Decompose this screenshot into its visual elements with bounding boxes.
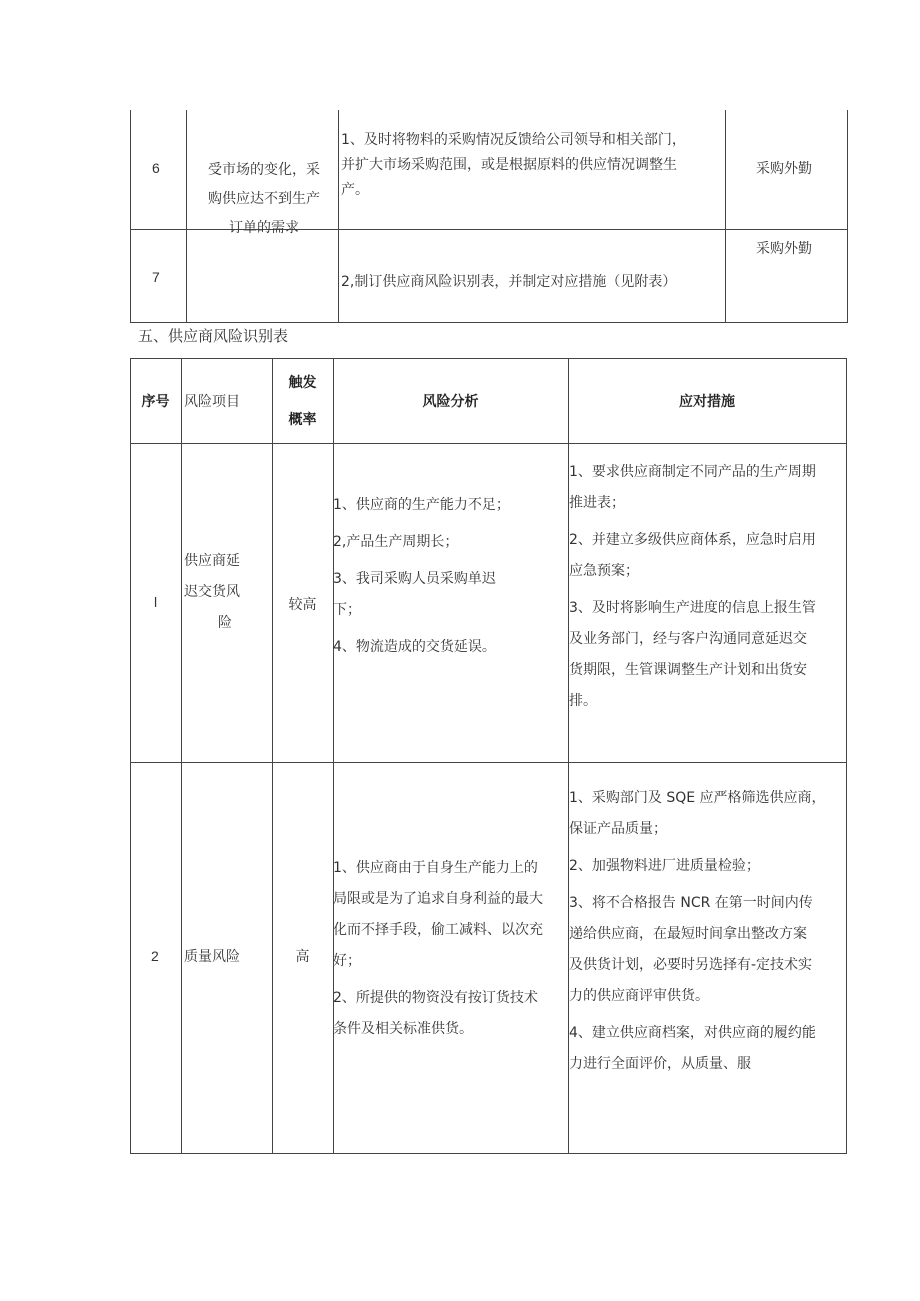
trigger-probability: 较高 xyxy=(288,597,317,613)
table-border xyxy=(272,358,273,1154)
owner: 采购外勤 xyxy=(756,241,812,257)
row-seq: l xyxy=(154,594,158,610)
row-number: 6 xyxy=(152,160,160,176)
table-border xyxy=(130,443,847,444)
table-border xyxy=(130,358,131,1154)
table-border xyxy=(130,110,131,323)
row-seq: 2 xyxy=(151,948,159,964)
table-border xyxy=(338,110,339,323)
table-border xyxy=(338,229,848,230)
risk-analysis: 1、供应商由于自身生产能力上的 局限或是为了追求自身利益的最大 化而不择手段，偷工减料、以次充 好； 2、所提供的物资没有按订货技术 条件及相关标准供货。 xyxy=(333,860,543,1037)
risk-item: 供应商延 迟交货风 险 xyxy=(184,553,240,631)
table-border xyxy=(130,1153,847,1154)
section-title: 五、供应商风险识别表 xyxy=(138,327,289,345)
risk-measures: 1、采购部门及 SQE 应严格筛选供应商， 保证产品质量； 2、加强物料进厂进质量检验； 3、将不合格报告 NCR 在第一时间内传 递给供应商，在最短时间拿出整改方案 及供货计划，必要时另选择有-定技术实 力的供应商评审供货。 4、建立供应商档案，对供应商的履约能 力进行全面评价，从质量、服 xyxy=(569,790,826,1072)
table-border xyxy=(847,110,848,323)
table-border xyxy=(130,358,847,359)
risk-measures: 1、要求供应商制定不同产品的生产周期 推进表； 2、并建立多级供应商体系，应急时启用 应急预案； 3、及时将影响生产进度的信息上报生管 及业务部门，经与客户沟通同意延迟交 货期限，生管课调整生产计划和出货安 排。 xyxy=(569,464,816,709)
risk-analysis: 1、供应商的生产能力不足； 2,产品生产周期长； 3、我司采购人员采购单迟 下； 4、物流造成的交货延误。 xyxy=(333,497,510,655)
table-border xyxy=(130,762,847,763)
measure-text: 2,制订供应商风险识别表，并制定对应措施（见附表） xyxy=(341,274,677,290)
table-border xyxy=(725,110,726,323)
owner: 采购外勤 xyxy=(756,161,812,177)
table-border xyxy=(846,358,847,1154)
header-item: 风险项目 xyxy=(184,394,240,410)
header-analysis: 风险分析 xyxy=(422,394,479,410)
trigger-probability: 高 xyxy=(295,949,310,965)
risk-description: 受市场的变化，采 购供应达不到生产 订单的需求 xyxy=(208,162,320,236)
header-measures: 应对措施 xyxy=(679,394,735,410)
table-border xyxy=(186,110,187,323)
header-seq: 序号 xyxy=(141,394,170,410)
table-border xyxy=(130,322,848,323)
measure-text: 1、及时将物料的采购情况反馈给公司领导和相关部门， 并扩大市场采购范围，或是根据原料的供应情况调整生 产。 xyxy=(341,132,686,198)
row-number: 7 xyxy=(152,269,160,285)
header-prob-line2: 概率 xyxy=(288,412,317,428)
table-border xyxy=(181,358,182,1154)
risk-item: 质量风险 xyxy=(184,949,240,965)
header-prob-line1: 触发 xyxy=(288,375,317,391)
